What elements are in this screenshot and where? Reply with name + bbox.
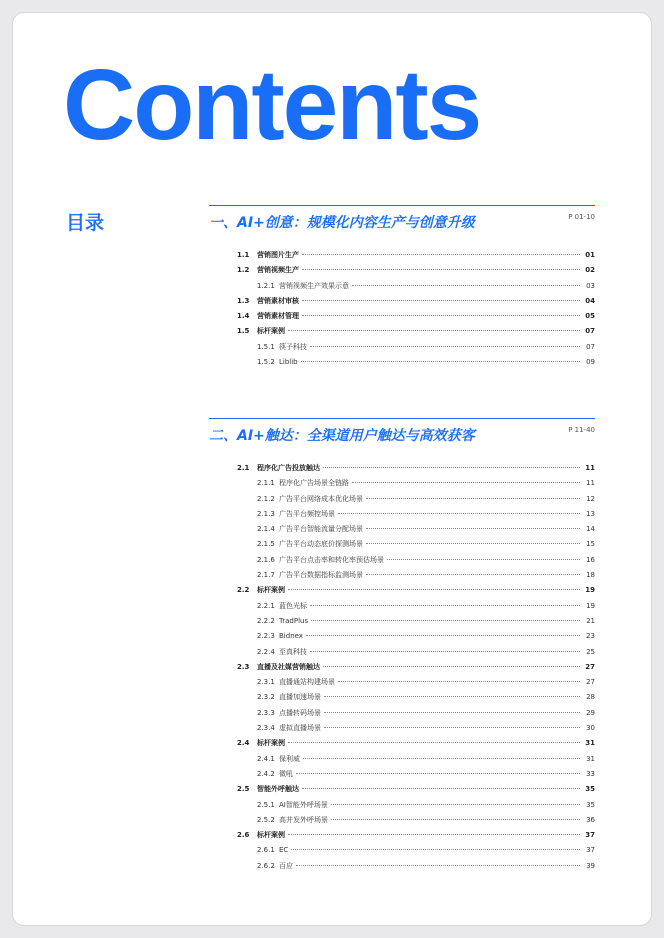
dot-leader — [338, 513, 580, 514]
dot-leader — [288, 742, 580, 743]
toc-entry-title: 直播加速场景 — [279, 693, 321, 702]
dot-leader — [310, 346, 580, 347]
toc-entry-number: 1.3 — [237, 296, 250, 305]
toc-entry-title: 营销图片生产 — [257, 251, 299, 259]
toc-entry-page: 36 — [586, 815, 595, 824]
toc-entry-number: 2.4.1 — [257, 754, 275, 763]
toc-entry-page: 04 — [585, 296, 595, 305]
dot-leader — [302, 254, 580, 255]
toc-entry-page: 03 — [586, 281, 595, 290]
section-header — [209, 425, 595, 447]
toc-entry-number: 2.1 — [237, 464, 250, 472]
toc-entry-page: 28 — [586, 693, 595, 702]
toc-entry-title: 营销视频生产效果示意 — [279, 281, 349, 290]
toc-entry[interactable] — [237, 859, 595, 874]
toc-entry-page: 31 — [585, 739, 595, 748]
dot-leader — [301, 361, 580, 362]
toc-entry-number: 2.2.1 — [257, 601, 275, 610]
toc-entry-number: 2.1.3 — [257, 509, 275, 518]
toc-entry[interactable] — [237, 706, 595, 721]
toc-entry-number: 2.3.4 — [257, 724, 275, 733]
toc-entry-number: 1.4 — [237, 312, 250, 321]
toc-entry-title: 广告平台智能流量分配场景 — [279, 525, 363, 534]
toc-entry-title: 至真科技 — [279, 647, 307, 656]
toc-entry[interactable] — [237, 752, 595, 767]
toc-entry-number: 2.4 — [237, 739, 250, 748]
dot-leader — [296, 865, 580, 866]
toc-entry-title: 保利威 — [279, 754, 300, 763]
toc-entry-page: 19 — [586, 601, 595, 610]
toc-entry[interactable] — [237, 279, 595, 294]
toc-entry-page: 39 — [586, 861, 595, 870]
dot-leader — [387, 559, 580, 560]
toc-entry-page: 15 — [586, 540, 595, 549]
toc-entry-title: 广告平台动态底价探测场景 — [279, 540, 363, 549]
toc-entry-number: 2.6 — [237, 831, 250, 840]
toc-entry-title: 营销素材审核 — [257, 296, 299, 305]
dot-leader — [323, 666, 580, 667]
toc-entry-title: 虚拟直播场景 — [279, 724, 321, 733]
toc-entry-page: 30 — [586, 724, 595, 733]
dot-leader — [310, 651, 580, 652]
toc-entry[interactable] — [237, 553, 595, 568]
toc-entry[interactable] — [237, 309, 595, 324]
toc-entry-number: 2.2.2 — [257, 616, 275, 625]
toc-entry[interactable] — [237, 355, 595, 370]
toc-entry-number: 2.3.3 — [257, 708, 275, 717]
toc-entry[interactable] — [237, 828, 595, 843]
toc-entry-title: 标杆案例 — [257, 586, 285, 595]
dot-leader — [296, 773, 580, 774]
toc-entry-title: 广告平台点击率和转化率预估场景 — [279, 555, 384, 564]
dot-leader — [302, 788, 580, 789]
toc-entry[interactable] — [237, 568, 595, 583]
toc-entry-title: 广告平台网络成本优化场景 — [279, 494, 363, 503]
toc-entry[interactable] — [237, 537, 595, 552]
toc-entry[interactable] — [237, 629, 595, 644]
section-divider — [209, 205, 595, 206]
toc-entry-title: 直播及社媒营销触达 — [257, 662, 320, 671]
page-title: Contents — [63, 49, 481, 161]
toc-entry-page: 31 — [586, 754, 595, 763]
toc-entry-page: 21 — [586, 616, 595, 625]
dot-leader — [366, 543, 580, 544]
document-page — [12, 12, 652, 926]
toc-entry-number: 2.1.5 — [257, 540, 275, 549]
toc-entry-number: 2.6.1 — [257, 846, 275, 855]
dot-leader — [352, 482, 580, 483]
toc-entry[interactable] — [237, 599, 595, 614]
toc-entry[interactable] — [237, 492, 595, 507]
toc-entry-page: 02 — [585, 266, 595, 275]
toc-entry-page: 14 — [586, 525, 595, 534]
toc-entry[interactable] — [237, 324, 595, 339]
toc-entry-title: TradPlus — [279, 616, 309, 625]
toc-entry-title: 筷子科技 — [279, 342, 307, 351]
toc-entry-page: 09 — [586, 358, 595, 367]
toc-entry-number: 1.5.2 — [257, 358, 275, 367]
toc-entry-number: 2.1.6 — [257, 555, 275, 564]
toc-entry[interactable] — [237, 675, 595, 690]
dot-leader — [291, 849, 580, 850]
toc-entry-page: 12 — [586, 494, 595, 503]
section-title[interactable]: 一、AI+创意：规模化内容生产与创意升级 — [209, 215, 475, 231]
toc-section-1 — [209, 205, 595, 370]
toc-entry-page: 35 — [585, 785, 595, 794]
toc-entry-page: 33 — [586, 769, 595, 778]
toc-entry-number: 1.5.1 — [257, 342, 275, 351]
toc-entry-title: 智能外呼触达 — [257, 785, 299, 794]
toc-entry[interactable] — [237, 522, 595, 537]
dot-leader — [366, 528, 580, 529]
toc-entry-title: 微吼 — [279, 769, 293, 778]
toc-entry[interactable] — [237, 721, 595, 736]
toc-entry-title: 标杆案例 — [257, 327, 285, 336]
toc-entry[interactable] — [237, 294, 595, 309]
toc-entry-title: AI智能外呼场景 — [279, 800, 328, 809]
toc-entry[interactable] — [237, 461, 595, 476]
toc-entry[interactable] — [237, 476, 595, 491]
toc-entry[interactable] — [237, 614, 595, 629]
toc-entry[interactable] — [237, 782, 595, 797]
toc-entry-page: 18 — [586, 571, 595, 580]
toc-entry-page: 11 — [586, 479, 595, 488]
section-divider — [209, 418, 595, 419]
toc-entry[interactable] — [237, 813, 595, 828]
dot-leader — [331, 804, 580, 805]
toc-entry[interactable] — [237, 660, 595, 675]
toc-entry-title: 广告平台数据指标监测场景 — [279, 571, 363, 580]
toc-entry-number: 2.4.2 — [257, 769, 275, 778]
toc-entry[interactable] — [237, 798, 595, 813]
toc-entry-number: 2.1.1 — [257, 479, 275, 488]
toc-entry-title: 点播转码场景 — [279, 708, 321, 717]
toc-entry-page: 16 — [586, 555, 595, 564]
dot-leader — [324, 696, 580, 697]
toc-entry-page: 13 — [586, 509, 595, 518]
dot-leader — [302, 315, 580, 316]
toc-entry-number: 2.1.2 — [257, 494, 275, 503]
toc-entry-page: 27 — [585, 662, 595, 671]
section-page-range: P 11-40 — [568, 426, 595, 434]
toc-entry-number: 2.3.2 — [257, 693, 275, 702]
toc-entry-page: 25 — [586, 647, 595, 656]
toc-list — [237, 461, 595, 874]
toc-entry[interactable] — [237, 690, 595, 705]
section-title[interactable]: 二、AI+触达：全渠道用户触达与高效获客 — [209, 428, 475, 444]
toc-entry-page: 07 — [585, 327, 595, 336]
toc-entry-number: 2.6.2 — [257, 861, 275, 870]
toc-entry-number: 2.3 — [237, 662, 250, 671]
dot-leader — [324, 712, 580, 713]
toc-entry-title: 蓝色光标 — [279, 601, 307, 610]
toc-entry-page: 19 — [585, 586, 595, 595]
toc-entry-page: 29 — [586, 708, 595, 717]
toc-entry-title: Bidnex — [279, 632, 303, 641]
toc-entry-title: 广告平台频控场景 — [279, 509, 335, 518]
toc-entry-number: 2.3.1 — [257, 678, 275, 687]
toc-entry-page: 01 — [585, 251, 595, 259]
toc-section-2 — [209, 418, 595, 874]
toc-entry[interactable] — [237, 248, 595, 263]
toc-entry-page: 05 — [585, 312, 595, 321]
toc-entry-number: 2.5.1 — [257, 800, 275, 809]
toc-entry-number: 1.1 — [237, 251, 250, 259]
toc-entry-number: 1.2 — [237, 266, 250, 275]
toc-entry-title: 程序化广告场景全链路 — [279, 479, 349, 488]
toc-entry-number: 2.5.2 — [257, 815, 275, 824]
toc-entry-number: 2.1.4 — [257, 525, 275, 534]
dot-leader — [331, 819, 580, 820]
dot-leader — [302, 300, 580, 301]
dot-leader — [310, 605, 580, 606]
toc-entry-title: 营销素材管理 — [257, 312, 299, 321]
toc-entry-number: 2.5 — [237, 785, 250, 794]
toc-entry[interactable] — [237, 583, 595, 598]
toc-entry-number: 1.2.1 — [257, 281, 275, 290]
dot-leader — [366, 574, 580, 575]
toc-entry[interactable] — [237, 736, 595, 751]
dot-leader — [288, 834, 580, 835]
dot-leader — [306, 635, 580, 636]
toc-entry[interactable] — [237, 263, 595, 278]
toc-entry-page: 23 — [586, 632, 595, 641]
toc-entry-page: 11 — [585, 464, 595, 472]
dot-leader — [324, 727, 580, 728]
toc-entry-title: 高并发外呼场景 — [279, 815, 328, 824]
section-page-range: P 01-10 — [568, 213, 595, 221]
toc-entry-title: 标杆案例 — [257, 739, 285, 748]
section-header — [209, 212, 595, 234]
toc-entry-title: 程序化广告投放触达 — [257, 464, 320, 472]
toc-entry[interactable] — [237, 507, 595, 522]
toc-entry-number: 1.5 — [237, 327, 250, 336]
toc-entry-page: 27 — [586, 678, 595, 687]
toc-entry-title: 营销视频生产 — [257, 266, 299, 275]
dot-leader — [311, 620, 580, 621]
toc-entry-page: 07 — [586, 342, 595, 351]
toc-entry[interactable] — [237, 645, 595, 660]
dot-leader — [288, 330, 580, 331]
toc-entry-title: 标杆案例 — [257, 831, 285, 840]
dot-leader — [338, 681, 580, 682]
toc-entry[interactable] — [237, 843, 595, 858]
toc-list — [237, 248, 595, 370]
toc-entry-number: 2.2 — [237, 586, 250, 595]
toc-entry[interactable] — [237, 340, 595, 355]
dot-leader — [352, 285, 580, 286]
toc-entry-number: 2.2.4 — [257, 647, 275, 656]
toc-heading: 目录 — [66, 212, 105, 234]
toc-entry-page: 37 — [586, 846, 595, 855]
toc-entry-number: 2.2.3 — [257, 632, 275, 641]
dot-leader — [366, 498, 580, 499]
toc-entry-page: 37 — [585, 831, 595, 840]
dot-leader — [323, 467, 580, 468]
toc-entry-title: Liblib — [279, 358, 298, 367]
dot-leader — [303, 758, 580, 759]
toc-entry-page: 35 — [586, 800, 595, 809]
toc-entry[interactable] — [237, 767, 595, 782]
toc-entry-title: 直播通站构建场景 — [279, 678, 335, 687]
dot-leader — [288, 589, 580, 590]
dot-leader — [302, 269, 580, 270]
toc-entry-number: 2.1.7 — [257, 571, 275, 580]
toc-entry-title: EC — [279, 846, 289, 855]
toc-entry-title: 百应 — [279, 861, 293, 870]
